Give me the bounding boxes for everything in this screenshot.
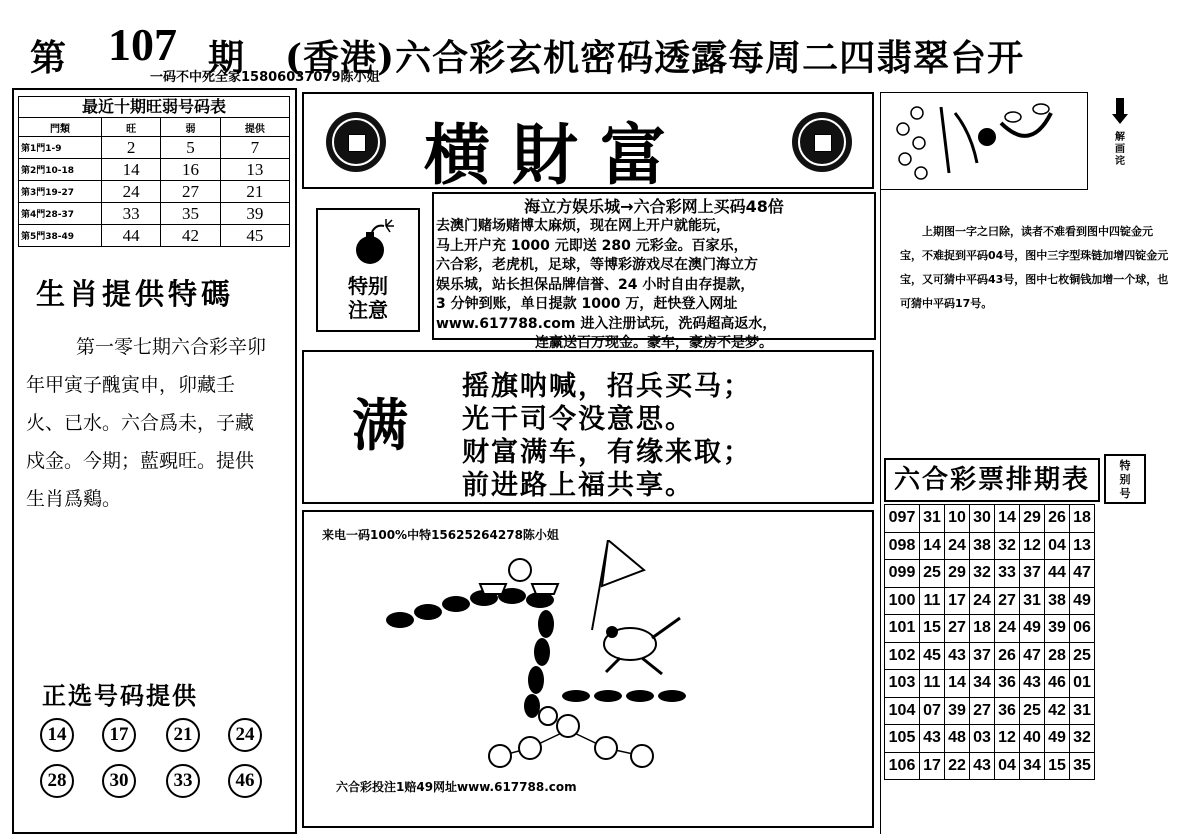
- number-cell: 37: [1020, 560, 1045, 588]
- number-cell: 12: [995, 725, 1020, 753]
- number-cell: 34: [1020, 752, 1045, 780]
- number-cell: 46: [1045, 670, 1070, 698]
- number-cell: 32: [1070, 725, 1095, 753]
- table-cell: 13: [220, 159, 289, 181]
- issue-cell: 099: [885, 560, 920, 588]
- number-cell: 49: [1020, 615, 1045, 643]
- number-cell: 14: [920, 532, 945, 560]
- issue-cell: 097: [885, 505, 920, 533]
- column-divider: [880, 92, 881, 834]
- number-cell: 26: [1045, 505, 1070, 533]
- riddle-label-char: 诧: [1115, 156, 1125, 167]
- riddle-picture: [880, 92, 1088, 190]
- number-cell: 29: [1020, 505, 1045, 533]
- special-label-char: 特: [1119, 459, 1131, 472]
- number-cell: 17: [945, 587, 970, 615]
- group-cell: 第5門38-49: [19, 225, 102, 247]
- number-cell: 39: [945, 697, 970, 725]
- header-di: 第: [30, 37, 67, 79]
- table-cell: 24: [102, 181, 161, 203]
- hot-numbers-table: [18, 117, 290, 247]
- number-cell: 36: [995, 670, 1020, 698]
- coin-icon: [326, 112, 386, 172]
- number-cell: 40: [1020, 725, 1045, 753]
- poem-text: [462, 370, 752, 502]
- bomb-icon: [352, 218, 396, 268]
- number-cell: 11: [920, 670, 945, 698]
- table-cell: 7: [220, 137, 289, 159]
- issue-cell: 098: [885, 532, 920, 560]
- riddle-label-char: 解: [1115, 132, 1125, 143]
- number-cell: 14: [995, 505, 1020, 533]
- issue-cell: 103: [885, 670, 920, 698]
- issue-cell: 106: [885, 752, 920, 780]
- number-cell: 43: [945, 642, 970, 670]
- number-cell: 25: [1070, 642, 1095, 670]
- table-row: [19, 225, 290, 247]
- table-cell: 16: [161, 159, 220, 181]
- ad-line: 连赢送百万现金。豪车，豪房不是梦。: [535, 335, 773, 351]
- number-cell: 31: [920, 505, 945, 533]
- number-cell: 11: [920, 587, 945, 615]
- ad-title: 海立方娱乐城→六合彩网上买码48倍: [524, 197, 784, 216]
- issue-cell: 102: [885, 642, 920, 670]
- ad-line: 马上开户充 1000 元即送 280 元彩金。百家乐，: [436, 237, 748, 254]
- pick-ball: 24: [228, 718, 262, 752]
- hot-numbers-title: 最近十期旺弱号码表: [18, 96, 290, 117]
- pick-ball: 21: [166, 718, 200, 752]
- ad-line: 去澳门赌场赌博太麻烦，现在网上开户就能玩，: [436, 218, 730, 234]
- table-row: [885, 697, 1095, 725]
- picture-caption: 来电一码100%中特15625264278陈小姐: [322, 528, 559, 542]
- number-cell: 30: [970, 505, 995, 533]
- notice-line: 注意: [348, 298, 388, 322]
- number-cell: 06: [1070, 615, 1095, 643]
- number-cell: 36: [995, 697, 1020, 725]
- issue-cell: 105: [885, 725, 920, 753]
- ad-body: [434, 217, 874, 354]
- group-cell: 第2門10-18: [19, 159, 102, 181]
- special-number-label: [1104, 454, 1146, 504]
- number-cell: 17: [920, 752, 945, 780]
- number-cell: 01: [1070, 670, 1095, 698]
- issue-cell: 100: [885, 587, 920, 615]
- ad-line: www.617788.com 进入注册试玩，洗码超高返水，: [436, 315, 777, 332]
- schedule-table: [884, 504, 1095, 780]
- number-cell: 24: [995, 615, 1020, 643]
- table-cell: 45: [220, 225, 289, 247]
- number-cell: 38: [970, 532, 995, 560]
- number-cell: 03: [970, 725, 995, 753]
- table-cell: 14: [102, 159, 161, 181]
- number-cell: 49: [1045, 725, 1070, 753]
- number-cell: 18: [1070, 505, 1095, 533]
- table-header-row: [19, 118, 290, 137]
- riddle-label-char: 画: [1115, 144, 1125, 155]
- special-label-char: 号: [1119, 487, 1131, 500]
- number-cell: 14: [945, 670, 970, 698]
- picture-footer: 六合彩投注1赔49网址www.617788.com: [336, 780, 577, 794]
- banner-title: 横財富: [424, 116, 688, 194]
- group-cell: 第3門19-27: [19, 181, 102, 203]
- special-label-char: 别: [1119, 473, 1131, 486]
- number-cell: 47: [1020, 642, 1045, 670]
- number-cell: 04: [995, 752, 1020, 780]
- number-cell: 39: [1045, 615, 1070, 643]
- table-row: [885, 560, 1095, 588]
- zodiac-title: 生肖提供特碼: [36, 277, 235, 311]
- table-cell: 35: [161, 203, 220, 225]
- table-row: [885, 752, 1095, 780]
- number-cell: 42: [1045, 697, 1070, 725]
- table-row: [885, 615, 1095, 643]
- column-header: 旺: [102, 118, 161, 137]
- number-cell: 47: [1070, 560, 1095, 588]
- number-cell: 27: [970, 697, 995, 725]
- table-row: [19, 137, 290, 159]
- group-cell: 第4門28-37: [19, 203, 102, 225]
- table-cell: 27: [161, 181, 220, 203]
- notice-text: [318, 274, 418, 322]
- number-cell: 04: [1045, 532, 1070, 560]
- poem-line: 财富满车，有缘来取；: [462, 437, 752, 468]
- number-cell: 43: [920, 725, 945, 753]
- number-cell: 27: [945, 615, 970, 643]
- number-cell: 13: [1070, 532, 1095, 560]
- number-cell: 38: [1045, 587, 1070, 615]
- table-row: [885, 642, 1095, 670]
- notice-box: [316, 208, 420, 332]
- hot-numbers-panel: [18, 96, 290, 247]
- table-row: [19, 203, 290, 225]
- number-cell: 24: [945, 532, 970, 560]
- table-row: [19, 159, 290, 181]
- pick-ball: 33: [166, 764, 200, 798]
- casino-ad: [432, 192, 876, 351]
- pick-ball: 14: [40, 718, 74, 752]
- pick-ball: 17: [102, 718, 136, 752]
- number-cell: 31: [1020, 587, 1045, 615]
- ad-line: 娱乐城，站长担保品牌信誉、24 小时自由存提款，: [436, 276, 755, 293]
- zodiac-text: 第一零七期六合彩辛卯年甲寅子醜寅申，卯藏壬火、已水。六合爲未，子藏戍金。今期；藍覡旺。提供生肖爲鷄。: [26, 336, 267, 510]
- number-cell: 48: [945, 725, 970, 753]
- number-cell: 29: [945, 560, 970, 588]
- number-cell: 10: [945, 505, 970, 533]
- pick-ball: 46: [228, 764, 262, 798]
- notice-line: 特别: [348, 274, 388, 298]
- number-cell: 22: [945, 752, 970, 780]
- riddle-text: 上期图一字之曰除，读者不难看到图中四锭金元宝，不难捉到平码04号，图中三字型珠链加增四锭金元宝，又可猜中平码43号，图中七枚铜钱加增一个球，也可猜中平码17号。: [900, 225, 1169, 310]
- banner: [302, 92, 874, 194]
- table-row: [885, 587, 1095, 615]
- number-cell: 37: [970, 642, 995, 670]
- pick-ball: 28: [40, 764, 74, 798]
- table-row: [885, 670, 1095, 698]
- number-cell: 32: [995, 532, 1020, 560]
- number-cell: 49: [1070, 587, 1095, 615]
- number-cell: 34: [970, 670, 995, 698]
- issue-cell: 104: [885, 697, 920, 725]
- table-cell: 33: [102, 203, 161, 225]
- number-cell: 24: [970, 587, 995, 615]
- table-row: [885, 505, 1095, 533]
- number-cell: 25: [920, 560, 945, 588]
- ad-line: 六合彩，老虎机，足球，等博彩游戏尽在澳门海立方: [436, 257, 758, 273]
- poem-line: 前进路上福共享。: [462, 470, 694, 501]
- coin-icon: [792, 112, 852, 172]
- pointing-hand-icon: [1108, 96, 1132, 126]
- pick-ball: 30: [102, 764, 136, 798]
- number-cell: 26: [995, 642, 1020, 670]
- ad-line: 3 分钟到账，单日提款 1000 万，赶快登入网址: [436, 296, 738, 312]
- table-row: [885, 532, 1095, 560]
- number-cell: 31: [1070, 697, 1095, 725]
- number-cell: 32: [970, 560, 995, 588]
- page-title: (香港)六合彩玄机密码透露每周二四翡翠台开: [285, 37, 1025, 79]
- table-cell: 39: [220, 203, 289, 225]
- number-cell: 15: [920, 615, 945, 643]
- poem-line: 摇旗呐喊，招兵买马；: [462, 371, 752, 402]
- table-cell: 5: [161, 137, 220, 159]
- column-header: 門類: [19, 118, 102, 137]
- group-cell: 第1門1-9: [19, 137, 102, 159]
- number-cell: 07: [920, 697, 945, 725]
- number-cell: 44: [1045, 560, 1070, 588]
- table-row: [19, 181, 290, 203]
- poem-big-char: 满: [352, 394, 408, 459]
- table-cell: 44: [102, 225, 161, 247]
- number-cell: 25: [1020, 697, 1045, 725]
- header-qi: 期: [208, 37, 245, 79]
- number-cell: 27: [995, 587, 1020, 615]
- picks-title: 正选号码提供: [42, 682, 198, 710]
- number-cell: 18: [970, 615, 995, 643]
- riddle-illustration: [380, 540, 700, 780]
- table-cell: 21: [220, 181, 289, 203]
- schedule-title: 六合彩票排期表: [884, 458, 1100, 502]
- number-cell: 12: [1020, 532, 1045, 560]
- number-cell: 28: [1045, 642, 1070, 670]
- issue-number: 107: [108, 19, 177, 70]
- number-cell: 45: [920, 642, 945, 670]
- table-row: [885, 725, 1095, 753]
- table-cell: 42: [161, 225, 220, 247]
- number-cell: 43: [1020, 670, 1045, 698]
- riddle-label: [1102, 132, 1138, 168]
- poem-line: 光干司令没意思。: [462, 404, 694, 435]
- column-header: 提供: [220, 118, 289, 137]
- issue-cell: 101: [885, 615, 920, 643]
- header-contact: 一码不中死全家15806037079陈小姐: [150, 70, 380, 85]
- number-cell: 35: [1070, 752, 1095, 780]
- number-cell: 43: [970, 752, 995, 780]
- table-cell: 2: [102, 137, 161, 159]
- column-header: 弱: [161, 118, 220, 137]
- number-cell: 33: [995, 560, 1020, 588]
- number-cell: 15: [1045, 752, 1070, 780]
- riddle-sketch: [881, 93, 1087, 189]
